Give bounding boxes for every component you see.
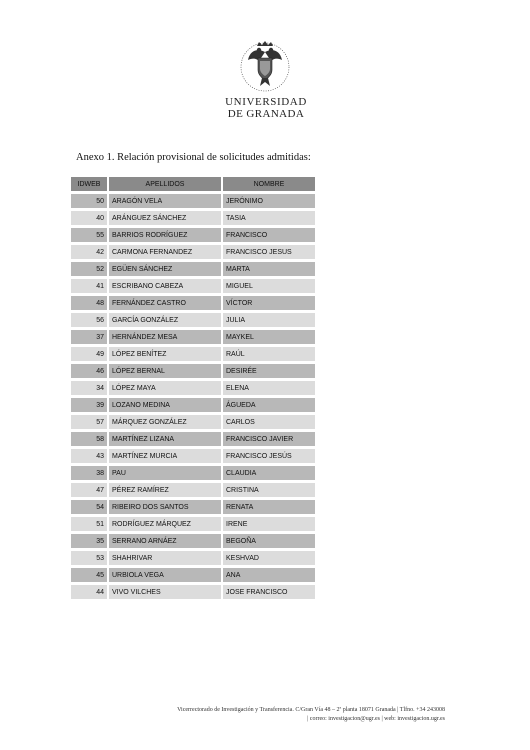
cell-idweb: 44 xyxy=(71,585,107,599)
cell-nombre: FRANCISCO JAVIER xyxy=(223,432,315,446)
cell-idweb: 39 xyxy=(71,398,107,412)
university-name xyxy=(216,96,316,120)
cell-idweb: 53 xyxy=(71,551,107,565)
table-header-row xyxy=(71,177,315,191)
cell-idweb: 40 xyxy=(71,211,107,225)
table-row xyxy=(71,313,315,327)
cell-idweb: 46 xyxy=(71,364,107,378)
cell-nombre: ELENA xyxy=(223,381,315,395)
cell-idweb: 45 xyxy=(71,568,107,582)
admitted-applications-table xyxy=(69,174,317,602)
cell-apellidos: RODRÍGUEZ MÁRQUEZ xyxy=(109,517,221,531)
cell-apellidos: LÓPEZ MAYA xyxy=(109,381,221,395)
cell-idweb: 58 xyxy=(71,432,107,446)
cell-idweb: 38 xyxy=(71,466,107,480)
cell-apellidos: ARAGÓN VELA xyxy=(109,194,221,208)
cell-nombre: MARTA xyxy=(223,262,315,276)
cell-idweb: 51 xyxy=(71,517,107,531)
cell-nombre: TASIA xyxy=(223,211,315,225)
cell-nombre: ANA xyxy=(223,568,315,582)
cell-apellidos: URBIOLA VEGA xyxy=(109,568,221,582)
cell-apellidos: EGÜEN SÁNCHEZ xyxy=(109,262,221,276)
cell-apellidos: BARRIOS RODRÍGUEZ xyxy=(109,228,221,242)
university-name-line2: DE GRANADA xyxy=(227,108,305,120)
table-row xyxy=(71,415,315,429)
cell-apellidos: RIBEIRO DOS SANTOS xyxy=(109,500,221,514)
table-row xyxy=(71,194,315,208)
cell-nombre: KESHVAD xyxy=(223,551,315,565)
cell-nombre: CLAUDIA xyxy=(223,466,315,480)
column-header-nombre: NOMBRE xyxy=(223,177,315,191)
table-row xyxy=(71,347,315,361)
table-row xyxy=(71,262,315,276)
cell-idweb: 43 xyxy=(71,449,107,463)
cell-apellidos: MÁRQUEZ GONZÁLEZ xyxy=(109,415,221,429)
cell-apellidos: GARCÍA GONZÁLEZ xyxy=(109,313,221,327)
cell-nombre: MAYKEL xyxy=(223,330,315,344)
cell-nombre: DESIRÉE xyxy=(223,364,315,378)
cell-idweb: 50 xyxy=(71,194,107,208)
cell-nombre: FRANCISCO JESUS xyxy=(223,245,315,259)
cell-nombre: CRISTINA xyxy=(223,483,315,497)
cell-nombre: FRANCISCO JESÚS xyxy=(223,449,315,463)
column-header-idweb: IDWEB xyxy=(71,177,107,191)
page-footer xyxy=(100,706,445,724)
cell-idweb: 56 xyxy=(71,313,107,327)
cell-nombre: RAÚL xyxy=(223,347,315,361)
table-row xyxy=(71,245,315,259)
cell-apellidos: PAU xyxy=(109,466,221,480)
table-row xyxy=(71,500,315,514)
table-row xyxy=(71,296,315,310)
cell-idweb: 49 xyxy=(71,347,107,361)
cell-nombre: VÍCTOR xyxy=(223,296,315,310)
cell-nombre: CARLOS xyxy=(223,415,315,429)
table-row xyxy=(71,551,315,565)
table-row xyxy=(71,449,315,463)
cell-apellidos: ESCRIBANO CABEZA xyxy=(109,279,221,293)
cell-nombre: FRANCISCO xyxy=(223,228,315,242)
column-header-apellidos: APELLIDOS xyxy=(109,177,221,191)
cell-nombre: JERÓNIMO xyxy=(223,194,315,208)
cell-idweb: 35 xyxy=(71,534,107,548)
cell-idweb: 37 xyxy=(71,330,107,344)
table-row xyxy=(71,228,315,242)
footer-contact: | correo: investigacion@ugr.es | web: investigacion.ugr.es xyxy=(307,716,445,722)
cell-idweb: 54 xyxy=(71,500,107,514)
cell-apellidos: HERNÁNDEZ MESA xyxy=(109,330,221,344)
cell-nombre: JOSE FRANCISCO xyxy=(223,585,315,599)
cell-apellidos: LOZANO MEDINA xyxy=(109,398,221,412)
cell-apellidos: LÓPEZ BERNAL xyxy=(109,364,221,378)
cell-idweb: 41 xyxy=(71,279,107,293)
university-seal-icon xyxy=(232,38,298,98)
annex-title: Anexo 1. Relación provisional de solicitudes admitidas: xyxy=(76,152,311,163)
cell-nombre: IRENE xyxy=(223,517,315,531)
cell-idweb: 55 xyxy=(71,228,107,242)
cell-apellidos: SHAHRIVAR xyxy=(109,551,221,565)
cell-idweb: 52 xyxy=(71,262,107,276)
cell-apellidos: LÓPEZ BENÍTEZ xyxy=(109,347,221,361)
university-name-line1: UNIVERSIDAD xyxy=(225,96,307,108)
table-row xyxy=(71,466,315,480)
table-row xyxy=(71,330,315,344)
cell-idweb: 34 xyxy=(71,381,107,395)
cell-idweb: 57 xyxy=(71,415,107,429)
table-row xyxy=(71,211,315,225)
cell-nombre: JULIA xyxy=(223,313,315,327)
footer-address: Vicerrectorado de Investigación y Transferencia. C/Gran Vía 48 – 2ª planta 18071 Granada | Tlfno. +34 243008 xyxy=(177,707,445,713)
cell-idweb: 47 xyxy=(71,483,107,497)
table-row xyxy=(71,568,315,582)
cell-apellidos: CARMONA FERNANDEZ xyxy=(109,245,221,259)
cell-idweb: 42 xyxy=(71,245,107,259)
cell-apellidos: PÉREZ RAMÍREZ xyxy=(109,483,221,497)
cell-nombre: ÁGUEDA xyxy=(223,398,315,412)
cell-apellidos: ARÁNGUEZ SÁNCHEZ xyxy=(109,211,221,225)
table-row xyxy=(71,279,315,293)
table-row xyxy=(71,534,315,548)
table-row xyxy=(71,398,315,412)
table-row xyxy=(71,483,315,497)
table-row xyxy=(71,381,315,395)
table-row xyxy=(71,585,315,599)
cell-idweb: 48 xyxy=(71,296,107,310)
table-row xyxy=(71,432,315,446)
cell-apellidos: FERNÁNDEZ CASTRO xyxy=(109,296,221,310)
cell-apellidos: MARTÍNEZ MURCIA xyxy=(109,449,221,463)
cell-apellidos: VIVO VILCHES xyxy=(109,585,221,599)
cell-apellidos: SERRANO ARNÁEZ xyxy=(109,534,221,548)
cell-nombre: RENATA xyxy=(223,500,315,514)
cell-nombre: BEGOÑA xyxy=(223,534,315,548)
table-row xyxy=(71,517,315,531)
table-body xyxy=(71,194,315,599)
cell-nombre: MIGUEL xyxy=(223,279,315,293)
table-row xyxy=(71,364,315,378)
cell-apellidos: MARTÍNEZ LIZANA xyxy=(109,432,221,446)
